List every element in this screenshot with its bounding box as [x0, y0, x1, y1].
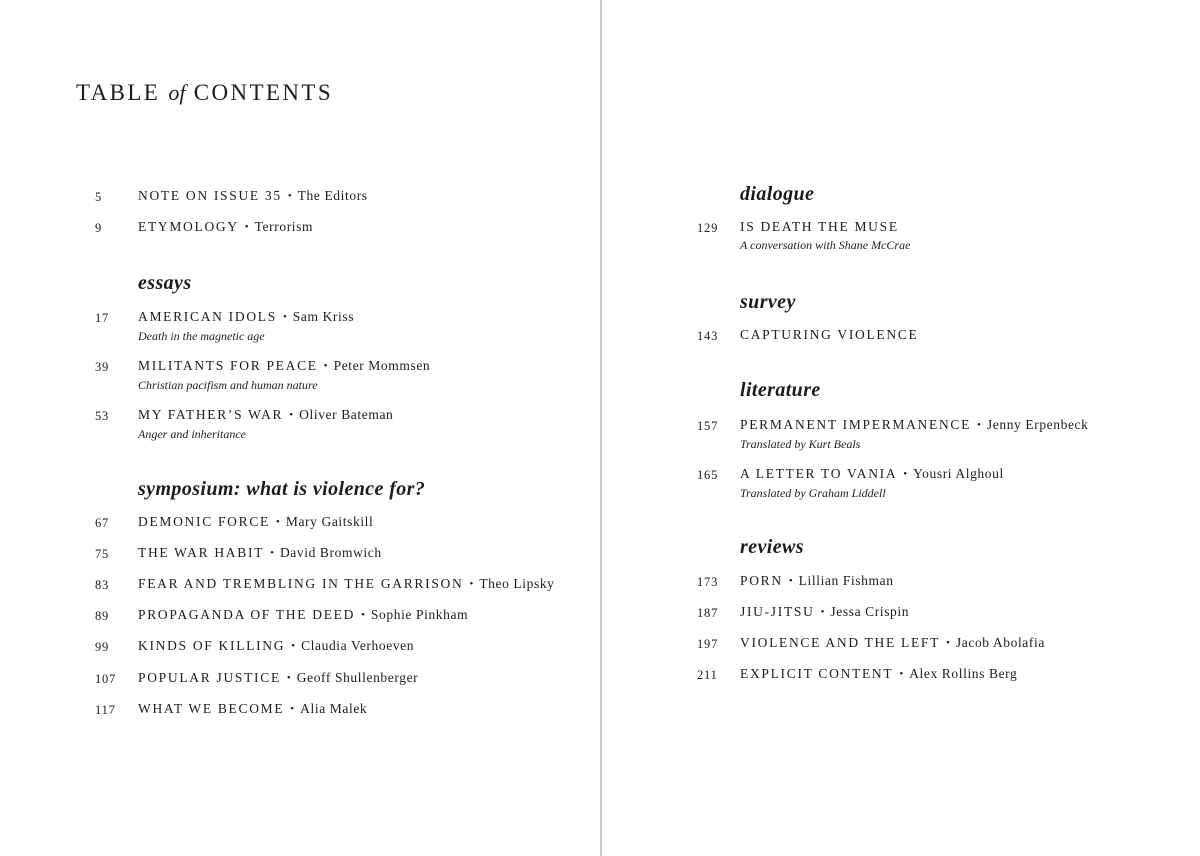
page-number: 5 — [95, 190, 103, 204]
entry-author: Mary Gaitskill — [285, 514, 374, 529]
bullet-separator: • — [282, 311, 287, 323]
title-part-table: TABLE — [76, 80, 161, 105]
entry-author: Terrorism — [254, 219, 314, 234]
bullet-separator: • — [899, 668, 904, 680]
entry-title: EXPLICIT CONTENT — [740, 666, 894, 681]
page-number: 143 — [697, 329, 719, 343]
page-number: 157 — [697, 419, 719, 433]
page-number: 117 — [95, 703, 116, 717]
bullet-separator: • — [276, 516, 280, 528]
entry-author: Yousri Alghoul — [913, 466, 1004, 481]
bullet-separator: • — [977, 419, 981, 431]
entry-author: Theo Lipsky — [479, 576, 555, 591]
entry-subtitle: Death in the magnetic age — [138, 329, 265, 343]
entry-title: CAPTURING VIOLENCE — [740, 327, 919, 342]
entry-title: VIOLENCE AND THE LEFT — [740, 635, 941, 650]
page-title — [76, 78, 333, 108]
page-number: 211 — [697, 668, 718, 682]
entry-author: David Bromwich — [279, 545, 382, 560]
page-number: 89 — [95, 609, 110, 623]
entry-title: NOTE ON ISSUE 35 — [138, 188, 282, 203]
entry-author: The Editors — [297, 188, 368, 203]
page-number: 197 — [697, 637, 719, 651]
entry-author: Peter Mommsen — [333, 358, 431, 373]
bullet-separator: • — [788, 575, 793, 587]
entry-subtitle: Translated by Kurt Beals — [740, 437, 861, 451]
section-heading-dialogue: dialogue — [740, 183, 815, 205]
entry-title: PERMANENT IMPERMANENCE — [740, 417, 972, 432]
entry-subtitle: A conversation with Shane McCrae — [740, 238, 911, 252]
page-number: 99 — [95, 640, 110, 654]
title-part-contents: CONTENTS — [193, 80, 334, 105]
page-number: 75 — [95, 547, 110, 561]
entry-author: Claudia Verhoeven — [301, 638, 415, 653]
bullet-separator: • — [244, 221, 249, 233]
entry-title: ETYMOLOGY — [138, 219, 239, 234]
section-heading-essays: essays — [138, 272, 192, 294]
page-number: 173 — [697, 575, 719, 589]
page-number: 67 — [95, 516, 110, 530]
entry-title: AMERICAN IDOLS — [138, 309, 277, 324]
entry-author: Geoff Shullenberger — [296, 670, 419, 685]
entry-author: Jacob Abolafia — [955, 635, 1045, 650]
entry-title: KINDS OF KILLING — [138, 638, 286, 653]
entry-title: PROPAGANDA OF THE DEED — [138, 607, 356, 622]
bullet-separator: • — [820, 606, 825, 618]
entry-title: MY FATHER’S WAR — [138, 407, 284, 422]
page-number: 107 — [95, 672, 117, 686]
entry-title: POPULAR JUSTICE — [138, 670, 281, 685]
entry-title: FEAR AND TREMBLING IN THE GARRISON — [138, 576, 464, 591]
entry-author: Sam Kriss — [292, 309, 355, 324]
entry-author: Lillian Fishman — [798, 573, 894, 588]
entry-title: DEMONIC FORCE — [138, 514, 270, 529]
title-part-of: of — [168, 80, 186, 105]
page-number: 83 — [95, 578, 110, 592]
entry-author: Alia Malek — [300, 701, 368, 716]
bullet-separator: • — [270, 547, 274, 559]
bullet-separator: • — [469, 578, 474, 590]
entry-title: IS DEATH THE MUSE — [740, 219, 899, 234]
entry-author: Jenny Erpenbeck — [986, 417, 1089, 432]
page-number: 129 — [697, 221, 719, 235]
bullet-separator: • — [361, 609, 365, 621]
entry-subtitle: Anger and inheritance — [138, 427, 246, 441]
section-heading-symposium: symposium: what is violence for? — [138, 478, 426, 500]
entry-title: WHAT WE BECOME — [138, 701, 285, 716]
entry-author: Sophie Pinkham — [370, 607, 469, 622]
entry-author: Oliver Bateman — [299, 407, 394, 422]
entry-title: JIU-JITSU — [740, 604, 815, 619]
bullet-separator: • — [323, 360, 328, 372]
bullet-separator: • — [289, 409, 294, 421]
entry-subtitle: Christian pacifism and human nature — [138, 378, 318, 392]
page-spine-divider — [600, 0, 602, 856]
bullet-separator: • — [946, 637, 950, 649]
bullet-separator: • — [291, 640, 296, 652]
bullet-separator: • — [287, 190, 292, 202]
bullet-separator: • — [286, 672, 291, 684]
entry-author: Jessa Crispin — [830, 604, 910, 619]
page-number: 165 — [697, 468, 719, 482]
section-heading-reviews: reviews — [740, 536, 804, 558]
bullet-separator: • — [290, 703, 295, 715]
page-number: 53 — [95, 409, 110, 423]
entry-title: MILITANTS FOR PEACE — [138, 358, 318, 373]
bullet-separator: • — [903, 468, 908, 480]
page-number: 187 — [697, 606, 719, 620]
page-number: 17 — [95, 311, 110, 325]
entry-title: PORN — [740, 573, 783, 588]
page-number: 9 — [95, 221, 103, 235]
entry-author: Alex Rollins Berg — [909, 666, 1018, 681]
entry-title: THE WAR HABIT — [138, 545, 265, 560]
page-number: 39 — [95, 360, 110, 374]
entry-title: A LETTER TO VANIA — [740, 466, 898, 481]
section-heading-survey: survey — [740, 291, 796, 313]
section-heading-literature: literature — [740, 379, 821, 401]
entry-subtitle: Translated by Graham Liddell — [740, 486, 886, 500]
